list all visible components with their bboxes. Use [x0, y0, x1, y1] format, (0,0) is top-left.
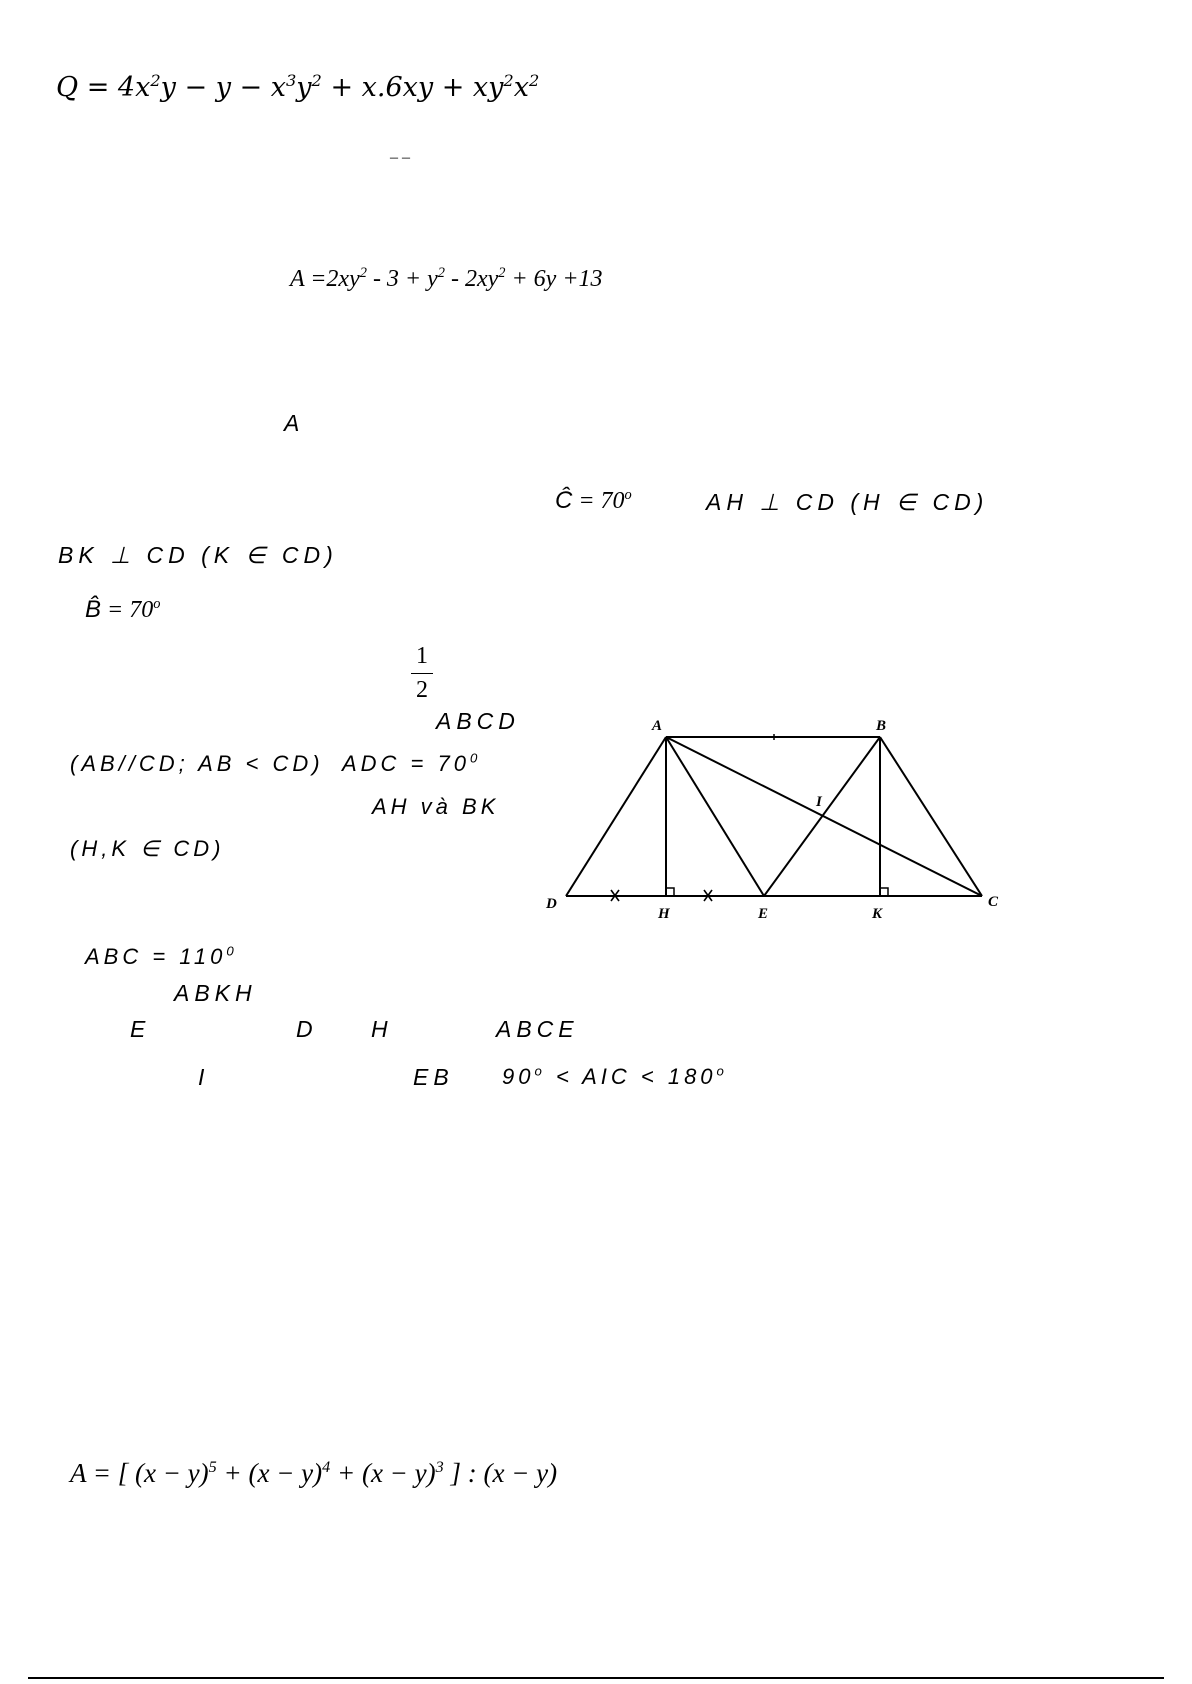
abce-label: ABCE: [496, 1016, 579, 1042]
angle-c: Ĉ = $70^o$: [555, 487, 632, 514]
eb-label: EB: [413, 1064, 454, 1090]
right-angle-k: [880, 888, 888, 896]
diagonal-ac: [666, 737, 982, 896]
fraction-denominator: 2: [416, 677, 428, 703]
label-e: E: [758, 906, 769, 922]
footer-divider: [28, 1677, 1164, 1679]
a-expression: $A =2xy^2 - 3 + y^2 - 2xy^2 + 6y +13$: [290, 265, 603, 292]
angle-b: B̂ = $70^o$: [85, 596, 161, 623]
label-h: H: [658, 906, 670, 922]
label-b: B: [876, 718, 887, 734]
a-final-expression: A = [ $(x - y)^5 + (x - y)^4 + (x - y)^3$ ] : (x − y): [70, 1458, 558, 1488]
right-angle-h: [666, 888, 674, 896]
ab-parallel-cd: (AB//CD; AB < CD): [70, 751, 324, 776]
ah-perpendicular: AH ⊥ CD (H ∈ CD): [706, 489, 989, 515]
angle-aic-range: $90^o$ < AIC < $180^o$: [502, 1063, 728, 1089]
dash-marks: – –: [390, 149, 410, 166]
h-k-in-cd: (H,K ∈ CD): [70, 836, 225, 861]
side-ad: [566, 737, 666, 896]
d-label: D: [296, 1016, 318, 1042]
angle-abc: ABC = $110^0$: [85, 943, 238, 969]
fraction-one-half: [411, 643, 433, 704]
ah-and-bk: AH và BK: [372, 794, 500, 819]
abcd-label: ABCD: [436, 708, 520, 734]
trapezoid-figure: [540, 710, 1020, 930]
i-label: I: [198, 1064, 210, 1090]
label-i: I: [816, 794, 822, 810]
a-symbol: A: [284, 410, 305, 436]
fraction-numerator: 1: [416, 643, 428, 669]
q-expression: $Q = 4x^2y - y - x^3y^2 + x.6xy + xy^2x^2$: [56, 71, 540, 103]
bk-perpendicular: BK ⊥ CD (K ∈ CD): [58, 542, 338, 568]
angle-adc: ADC = $70^0$: [342, 750, 482, 776]
label-c: C: [988, 894, 999, 910]
e-label: E: [130, 1016, 151, 1042]
h-label: H: [371, 1016, 393, 1042]
label-d: D: [546, 896, 557, 912]
side-bc: [880, 737, 982, 896]
label-a: A: [652, 718, 663, 734]
label-k: K: [872, 906, 883, 922]
abkh-label: ABKH: [174, 980, 257, 1006]
